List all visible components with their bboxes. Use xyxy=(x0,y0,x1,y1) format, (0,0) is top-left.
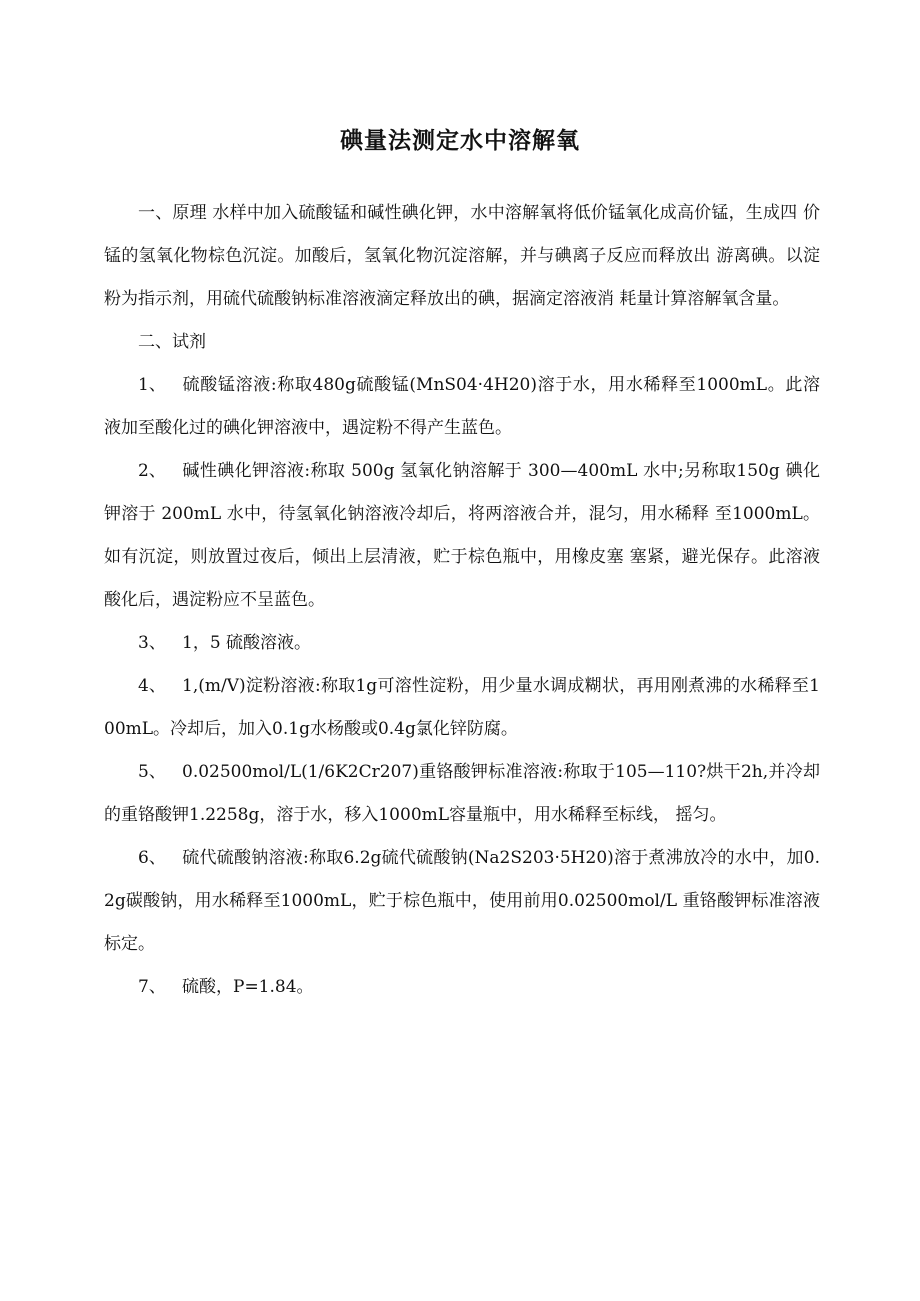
reagent-item-1 xyxy=(104,364,820,450)
item-number: 6、 xyxy=(138,848,166,868)
reagent-item-5 xyxy=(104,751,820,837)
paragraph-principle xyxy=(104,192,820,321)
reagent-item-7 xyxy=(104,966,820,1009)
paragraph-text: 二、试剂 xyxy=(138,332,206,352)
reagent-item-4 xyxy=(104,665,820,751)
reagent-item-2 xyxy=(104,450,820,622)
item-number: 4、 xyxy=(138,676,166,696)
paragraph-text: 硫代硫酸钠溶液:称取6.2g硫代硫酸钠(Na2S203·5H20)溶于煮沸放冷的水中，加0. 2g碳酸钠，用水稀释至1000mL，贮于棕色瓶中，使用前用0.02500mol/L 重铬酸钾标准溶液标定。 xyxy=(104,848,820,954)
paragraph-text: 碱性碘化钾溶液:称取 500g 氢氧化钠溶解于 300—400mL 水中;另称取150g 碘化钾溶于 200mL 水中，待氢氧化钠溶液冷却后，将两溶液合并，混匀，用水稀释 至1000mL。如有沉淀，则放置过夜后，倾出上层清液，贮于棕色瓶中，用橡皮塞 塞紧，避光保存。此溶液酸化后，遇淀粉应不呈蓝色。 xyxy=(104,461,820,610)
item-number: 2、 xyxy=(138,461,166,481)
item-number: 5、 xyxy=(138,762,166,782)
document-title: 碘量法测定水中溶解氧 xyxy=(340,127,580,154)
paragraph-text: 一、原理 水样中加入硫酸锰和碱性碘化钾，水中溶解氧将低价锰氧化成高价锰，生成四 价锰的氢氧化物棕色沉淀。加酸后，氢氧化物沉淀溶解，并与碘离子反应而释放出 游离碘。以淀粉为指示剂，用硫代硫酸钠标准溶液滴定释放出的碘，据滴定溶液消 耗量计算溶解氧含量。 xyxy=(104,203,820,309)
paragraph-text: 硫酸锰溶液:称取480g硫酸锰(MnS04·4H20)溶于水，用水稀释至1000mL。此溶液加至酸化过的碘化钾溶液中，遇淀粉不得产生蓝色。 xyxy=(104,375,820,438)
reagent-item-3 xyxy=(104,622,820,665)
section-heading-reagents xyxy=(104,321,820,364)
paragraph-text: 1,(m/V)淀粉溶液:称取1g可溶性淀粉，用少量水调成糊状，再用刚煮沸的水稀释至100mL。冷却后，加入0.1g水杨酸或0.4g氯化锌防腐。 xyxy=(104,676,820,739)
document-body xyxy=(104,192,820,1009)
paragraph-text: 硫酸，P=1.84。 xyxy=(182,977,314,997)
paragraph-text: 0.02500mol/L(1/6K2Cr207)重铬酸钾标准溶液:称取于105—110?烘干2h,并冷却的重铬酸钾1.2258g，溶于水，移入1000mL容量瓶中，用水稀释至标线， 摇匀。 xyxy=(104,762,820,825)
item-number: 7、 xyxy=(138,977,166,997)
item-number: 3、 xyxy=(138,633,166,653)
paragraph-text: 1，5 硫酸溶液。 xyxy=(182,633,312,653)
reagent-item-6 xyxy=(104,837,820,966)
item-number: 1、 xyxy=(138,375,166,395)
